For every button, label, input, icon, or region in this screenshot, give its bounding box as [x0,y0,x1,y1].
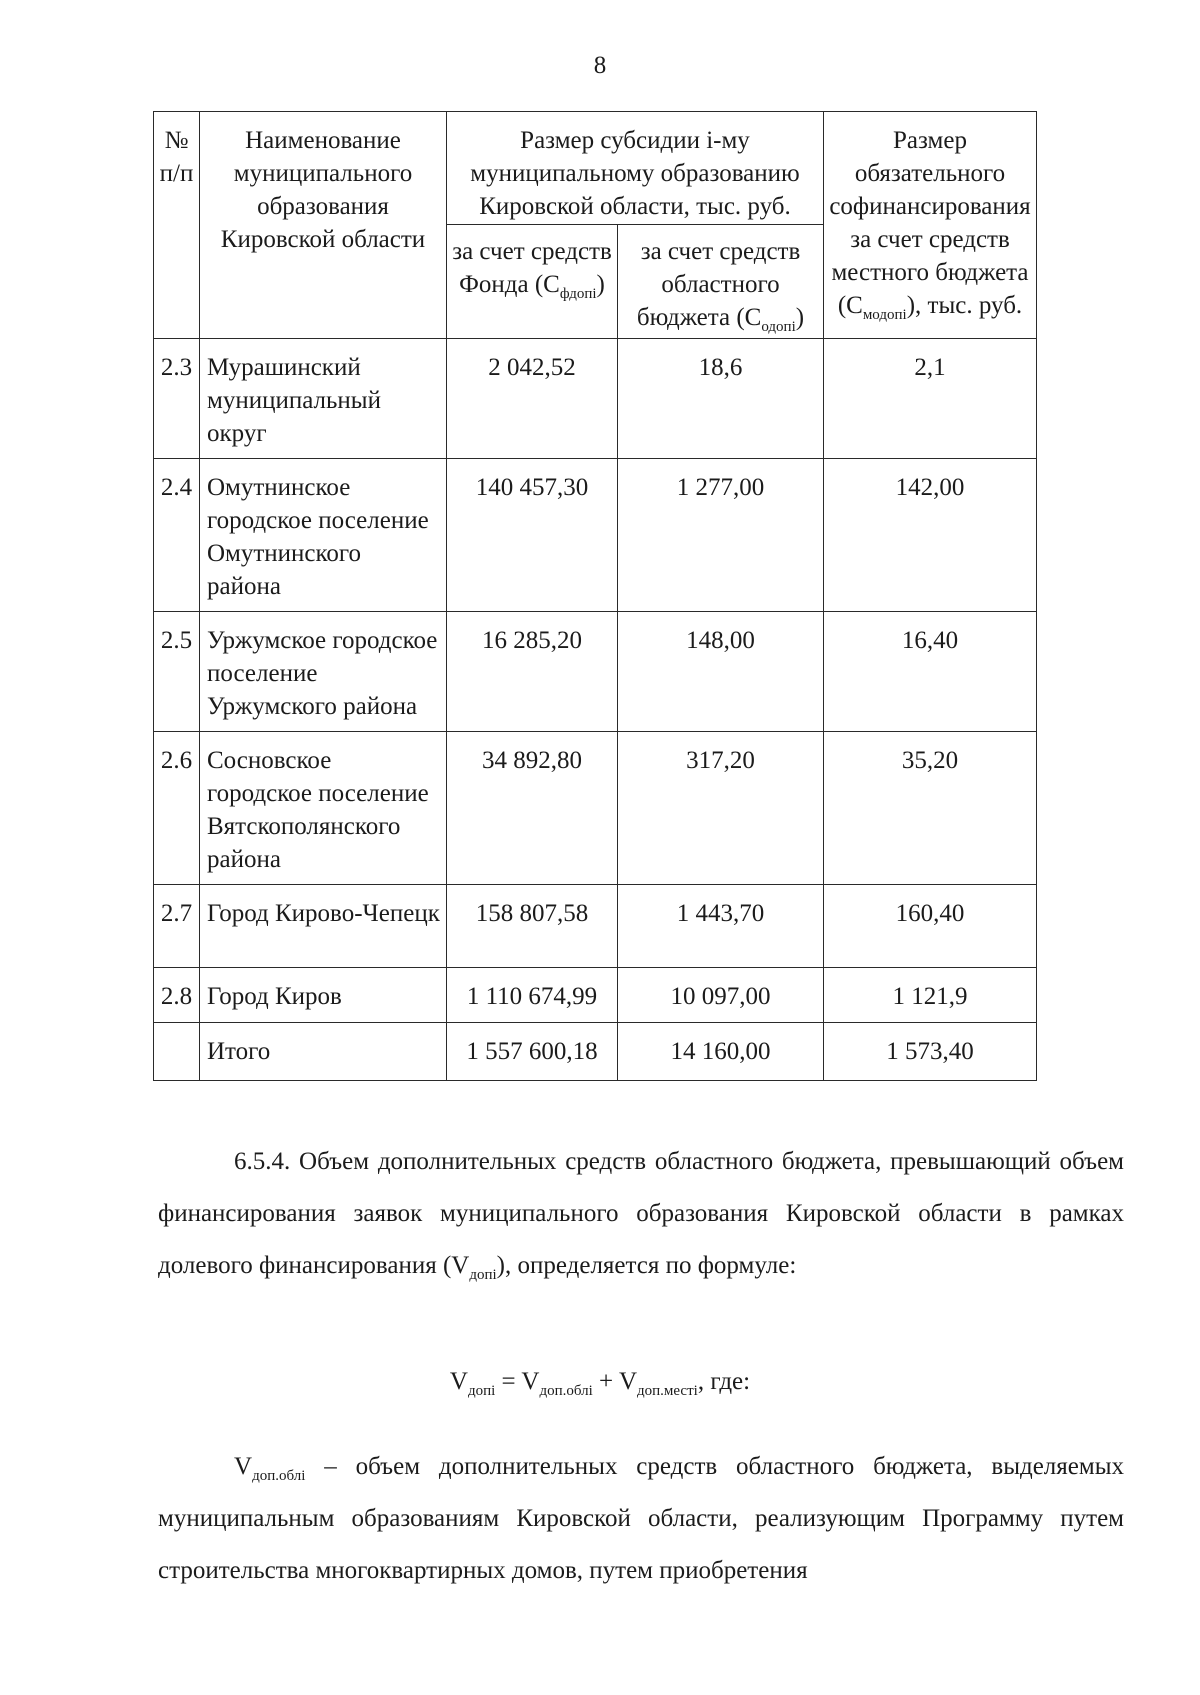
row-local: 142,00 [824,459,1037,612]
paragraph-6-5-4: 6.5.4. Объем дополнительных средств областного бюджета, превышающий объем финансирования заявок муниципального образования Кировской области в рамках долевого финансирования $(V_{допi})$, определяется по формуле: [158,1148,1124,1283]
total-local: 1 573,40 [824,1023,1037,1081]
table-row [154,968,1037,1023]
row-local: 2,1 [824,339,1037,459]
row-name: Мурашинский муниципальный округ [200,339,447,459]
formula: $V_{допi} = V_{доп.облi} + V_{доп.местi}$, где: [449,1368,751,1399]
row-name: Уржумское городское поселение Уржумского района [200,612,447,732]
header-subsidy-group: Размер субсидии i-му муниципальному образованию Кировской области, тыс. руб. [447,112,824,225]
row-local: 1 121,9 [824,968,1037,1023]
row-regional: 10 097,00 [618,968,824,1023]
row-num: 2.4 [154,459,200,612]
row-local: 160,40 [824,885,1037,968]
table-row [154,339,1037,459]
row-fund: 16 285,20 [447,612,618,732]
row-regional: 148,00 [618,612,824,732]
table-row [154,612,1037,732]
row-fund: 34 892,80 [447,732,618,885]
table-header-row [154,112,1037,225]
row-num: 2.6 [154,732,200,885]
row-num: 2.8 [154,968,200,1023]
table-row [154,459,1037,612]
header-regional: за счет средств областного бюджета $(С_{одопi})$ [618,225,824,339]
table-row [154,885,1037,968]
row-name: Город Кирово-Чепецк [200,885,447,968]
row-fund: 2 042,52 [447,339,618,459]
row-name: Сосновское городское поселение Вятскополянского района [200,732,447,885]
row-name: Город Киров [200,968,447,1023]
total-label: Итого [200,1023,447,1081]
total-fund: 1 557 600,18 [447,1023,618,1081]
row-fund: 1 110 674,99 [447,968,618,1023]
paragraph-definition: $V_{доп.облi}$ – объем дополнительных средств областного бюджета, выделяемых муниципальным образованиям Кировской области, реализующим Программу путем строительства многоквартирных домов, путем приобретения [158,1453,1124,1584]
row-regional: 1 443,70 [618,885,824,968]
table-total-row [154,1023,1037,1081]
row-num: 2.7 [154,885,200,968]
row-local: 16,40 [824,612,1037,732]
row-fund: 158 807,58 [447,885,618,968]
table-row [154,732,1037,885]
header-cofinancing: Размер обязательного софинансирования за счет средств местного бюджета $(С_{модопi})$, тыс. руб. [824,112,1037,339]
total-num [154,1023,200,1081]
row-name: Омутнинское городское поселение Омутнинского района [200,459,447,612]
page-number: 8 [593,52,607,79]
row-regional: 18,6 [618,339,824,459]
header-fund: за счет средств Фонда $(С_{фдопi})$ [447,225,618,339]
total-regional: 14 160,00 [618,1023,824,1081]
row-regional: 317,20 [618,732,824,885]
row-regional: 1 277,00 [618,459,824,612]
row-fund: 140 457,30 [447,459,618,612]
row-num: 2.5 [154,612,200,732]
subsidy-table [153,111,1037,1081]
row-num: 2.3 [154,339,200,459]
header-name: Наименование муниципального образования Кировской области [200,112,447,339]
header-num: № п/п [154,112,200,339]
row-local: 35,20 [824,732,1037,885]
